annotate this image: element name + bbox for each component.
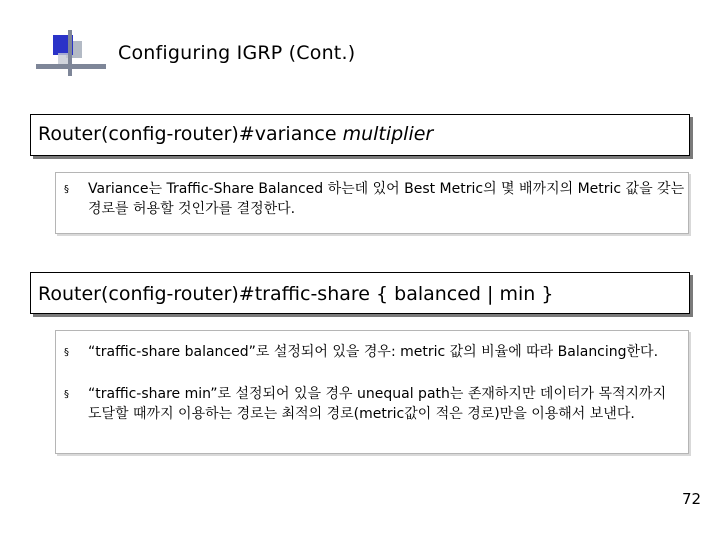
logo-horizontal-line [36, 64, 106, 69]
logo-vertical-line [68, 30, 72, 76]
command-prefix: Router(config-router)#variance [38, 123, 343, 145]
note-variance-text: Variance는 Traffic-Share Balanced 하는데 있어 Best Metric의 몇 배까지의 Metric 값을 갖는 경로를 허용할 것인가를 결정한다. [88, 181, 685, 217]
bullet-marker: § [64, 389, 69, 400]
page-number: 72 [682, 490, 702, 508]
command-argument: multiplier [342, 123, 434, 145]
bullet-marker: § [64, 184, 69, 195]
note-balanced-text: “traffic-share balanced”로 설정되어 있을 경우: metric 값의 비율에 따라 Balancing한다. [88, 344, 659, 360]
command-box-variance [30, 114, 690, 156]
slide-logo-icon [0, 0, 120, 80]
slide-title: Configuring IGRP (Cont.) [118, 42, 356, 64]
note-min-text: “traffic-share min”로 설정되어 있을 경우 unequal path는 존재하지만 데이터가 목적지까지 도달할 때까지 이용하는 경로는 최적의 경로(metric값이 적은 경로)만을 이용해서 보낸다. [88, 386, 667, 422]
command-box-traffic-share [30, 272, 690, 314]
bullet-marker: § [64, 347, 69, 358]
command-line-variance [38, 123, 433, 145]
command-line-traffic-share: Router(config-router)#traffic-share { balanced | min } [38, 283, 554, 305]
